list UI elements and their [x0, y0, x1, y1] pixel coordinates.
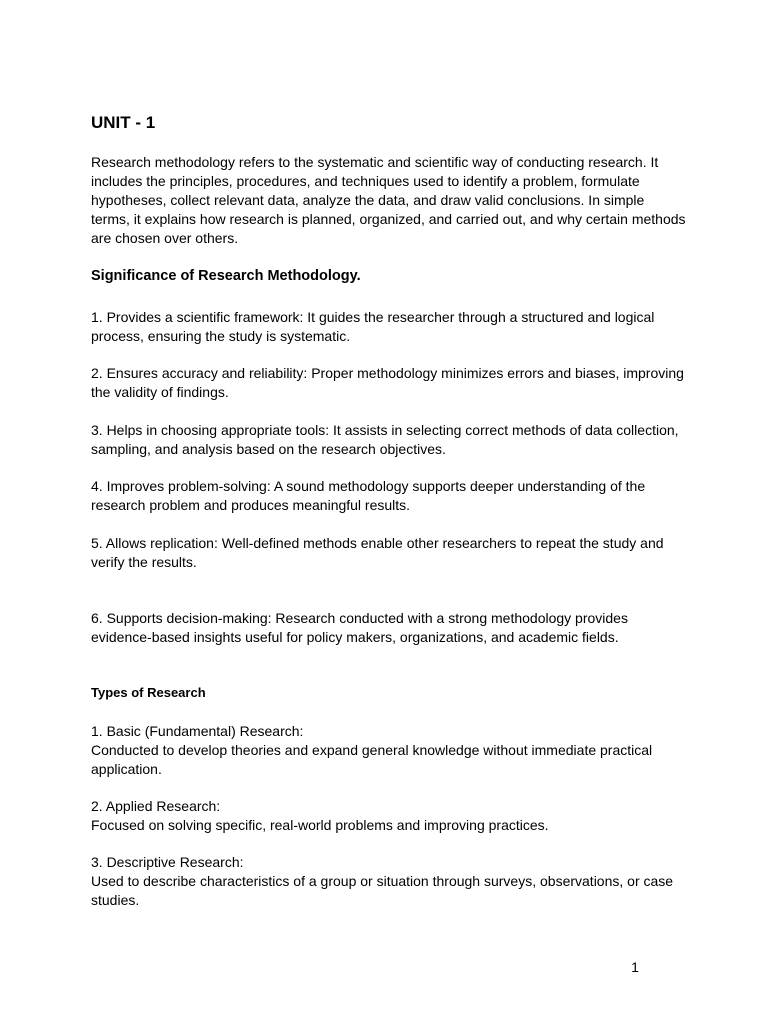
- significance-item-5: [91, 534, 691, 572]
- list-item-line: process, ensuring the study is systematic.: [91, 328, 351, 344]
- list-item-line: Used to describe characteristics of a group or situation through surveys, observations, or case: [91, 873, 674, 889]
- list-item-line: sampling, and analysis based on the research objectives.: [91, 441, 446, 457]
- types-heading: Types of Research: [91, 685, 206, 700]
- list-item-line: 2. Ensures accuracy and reliability: Proper methodology minimizes errors and biases, improving: [91, 365, 684, 381]
- intro-paragraph: [91, 153, 691, 248]
- list-item-line: 1. Basic (Fundamental) Research:: [91, 723, 304, 739]
- list-item-line: 5. Allows replication: Well-defined methods enable other researchers to repeat the study and: [91, 535, 664, 551]
- intro-line: hypotheses, collect relevant data, analyze the data, and draw valid conclusions. In simple: [91, 192, 645, 208]
- unit-title: UNIT - 1: [91, 113, 156, 132]
- list-item-line: Focused on solving specific, real-world problems and improving practices.: [91, 817, 549, 833]
- list-item-line: verify the results.: [91, 554, 197, 570]
- list-item-line: 3. Descriptive Research:: [91, 854, 244, 870]
- types-item-3: [91, 853, 691, 910]
- significance-item-2: [91, 364, 691, 402]
- significance-heading: Significance of Research Methodology.: [91, 268, 361, 284]
- intro-line: are chosen over others.: [91, 230, 239, 246]
- significance-item-6: [91, 609, 691, 647]
- list-item-line: application.: [91, 761, 162, 777]
- intro-line: terms, it explains how research is planned, organized, and carried out, and why certain methods: [91, 211, 686, 227]
- types-item-2: [91, 797, 691, 835]
- list-item-line: 1. Provides a scientific framework: It guides the researcher through a structured and logical: [91, 309, 655, 325]
- list-item-line: 2. Applied Research:: [91, 798, 221, 814]
- list-item-line: research problem and produces meaningful results.: [91, 497, 411, 513]
- list-item-line: evidence-based insights useful for policy makers, organizations, and academic fields.: [91, 629, 619, 645]
- page-number: 1: [631, 959, 639, 975]
- significance-item-1: [91, 308, 691, 346]
- list-item-line: 3. Helps in choosing appropriate tools: It assists in selecting correct methods of data collection,: [91, 422, 679, 438]
- list-item-line: 4. Improves problem-solving: A sound methodology supports deeper understanding of the: [91, 478, 646, 494]
- list-item-line: the validity of findings.: [91, 384, 229, 400]
- list-item-line: studies.: [91, 892, 140, 908]
- list-item-line: 6. Supports decision-making: Research conducted with a strong methodology provides: [91, 610, 628, 626]
- significance-item-4: [91, 477, 691, 515]
- intro-line: Research methodology refers to the systematic and scientific way of conducting research. It: [91, 154, 659, 170]
- types-item-1: [91, 722, 691, 779]
- list-item-line: Conducted to develop theories and expand general knowledge without immediate practical: [91, 742, 653, 758]
- intro-line: includes the principles, procedures, and techniques used to identify a problem, formulate: [91, 173, 640, 189]
- significance-item-3: [91, 421, 691, 459]
